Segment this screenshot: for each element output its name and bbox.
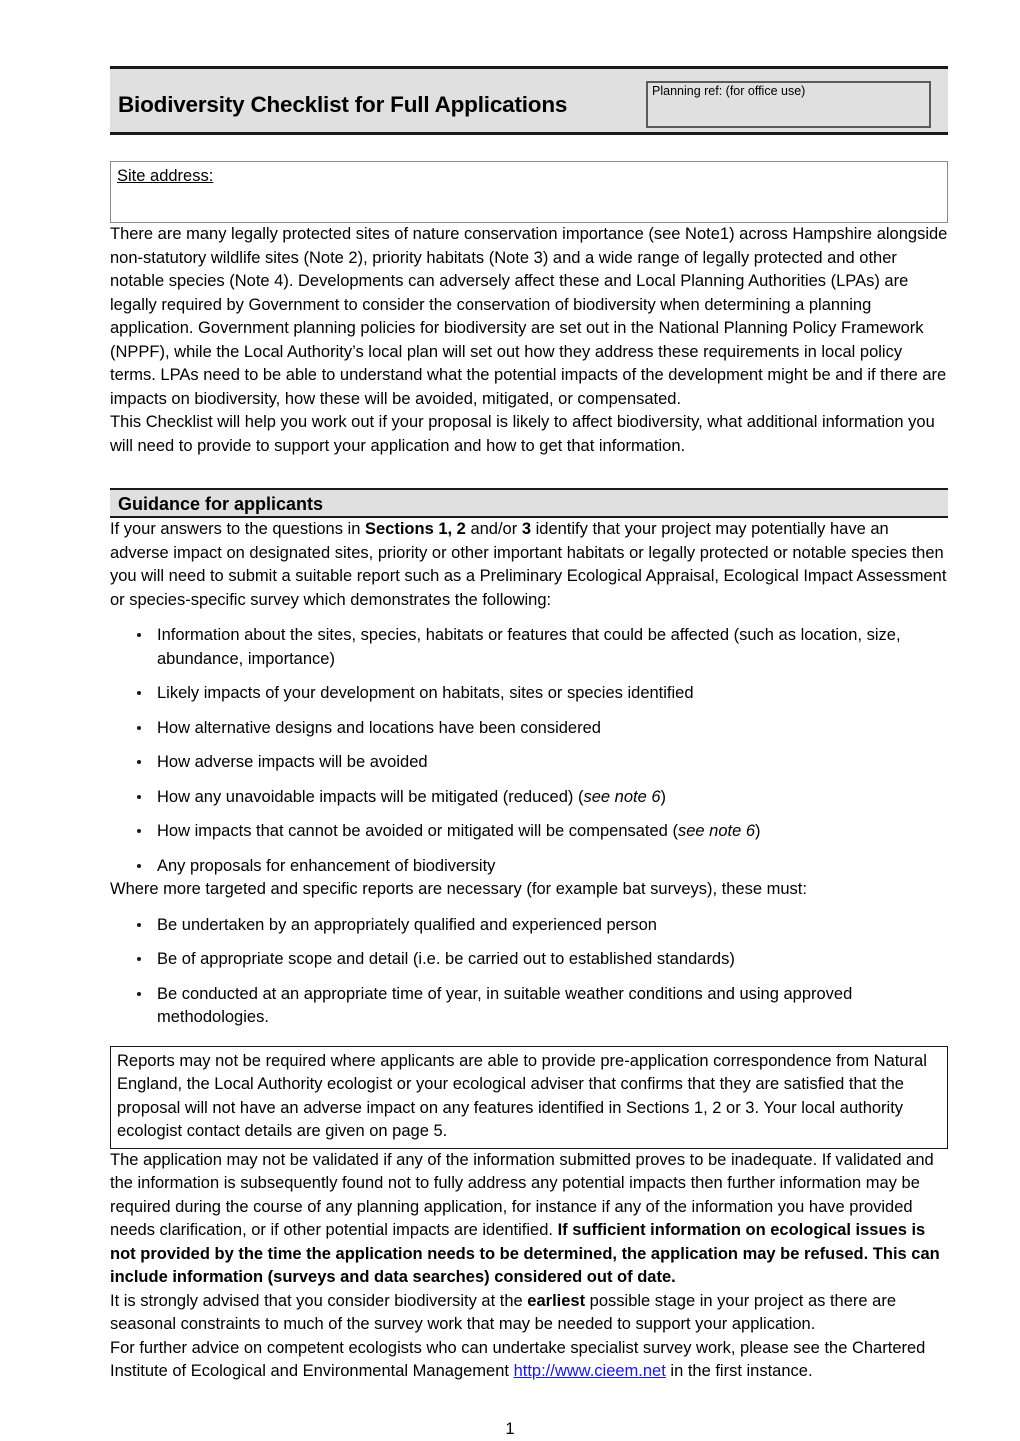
reports-exemption-text: Reports may not be required where applicants are able to provide pre-application correspondence from Natural England, the Local Authority ecologist or your ecological adviser that confirms that they are satisfied that the proposal will not have an adverse impact on any features identified in Sections 1, 2 or 3. Your local authority ecologist contact details are given on page 5. xyxy=(117,1051,927,1140)
guidance-intro-bold-2: 3 xyxy=(521,520,532,538)
guidance-section-band xyxy=(110,488,948,518)
site-address-field[interactable] xyxy=(110,161,948,223)
cieem-link[interactable]: http://www.cieem.net xyxy=(513,1362,666,1380)
list-item xyxy=(110,717,948,741)
guidance-requirements-list xyxy=(110,624,948,878)
bullet-icon xyxy=(137,864,141,868)
bullet-icon xyxy=(137,691,141,695)
bullet-icon xyxy=(137,633,141,637)
list-item-text: Any proposals for enhancement of biodiversity xyxy=(157,856,496,875)
list-item-text: Be undertaken by an appropriately qualified and experienced person xyxy=(157,915,657,934)
list-item-text: Information about the sites, species, habitats or features that could be affected (such as location, size, abundance, importance) xyxy=(157,626,901,668)
page-number: 1 xyxy=(505,1420,515,1438)
targeted-reports-intro: Where more targeted and specific reports are necessary (for example bat surveys), these must: xyxy=(110,880,807,898)
bullet-icon xyxy=(137,726,141,730)
list-item-text: How adverse impacts will be avoided xyxy=(157,753,428,771)
list-item-text: How impacts that cannot be avoided or mitigated will be compensated ( xyxy=(157,822,678,840)
further-advice-paragraph xyxy=(110,1337,948,1384)
bullet-icon xyxy=(137,760,141,764)
guidance-heading: Guidance for applicants xyxy=(118,494,324,514)
list-item-tail: ) xyxy=(755,822,761,840)
list-item-text: Likely impacts of your development on habitats, sites or species identified xyxy=(157,684,694,702)
earliest-suffix: possible stage in your project as there are seasonal constraints to much of the survey work that may be needed to support your application. xyxy=(110,1291,897,1333)
earliest-prefix: It is strongly advised that you consider biodiversity at the xyxy=(110,1291,528,1310)
validation-paragraph xyxy=(110,1149,948,1290)
guidance-intro-mid: and/or xyxy=(465,520,522,538)
advice-suffix: in the first instance. xyxy=(665,1362,813,1380)
guidance-intro-suffix: identify that your project may potentially have an adverse impact on designated sites, priority or other important habitats or legally protected or notable species then you will need to submit a suitable report such as a Preliminary Ecological Appraisal, Ecological Impact Assessment or species-specific survey which demonstrates the following: xyxy=(110,520,947,609)
bullet-icon xyxy=(137,992,141,996)
earliest-stage-paragraph xyxy=(110,1290,948,1337)
list-item xyxy=(110,914,948,938)
page-title: Biodiversity Checklist for Full Applications xyxy=(118,92,568,117)
list-item-tail: ) xyxy=(660,787,667,806)
site-address-label: Site address: xyxy=(117,167,214,185)
validation-regular-text: The application may not be validated if any of the information submitted proves to be inadequate. If validated and the information is subsequently found not to fully address any potential impacts then further information may be required during the course of any planning application, for instance if any of the information you have provided needs clarification, or if other potential impacts are identified. xyxy=(110,1150,934,1239)
validation-bold-text: If sufficient information on ecological issues is not provided by the time the application needs to be determined, the application may be refused. This can include information (surveys and data searches) considered out of date. xyxy=(110,1221,940,1286)
bullet-icon xyxy=(137,795,141,799)
advice-prefix: For further advice on competent ecologists who can undertake specialist survey work, please see the Chartered Institute of Ecological and Environmental Management xyxy=(110,1338,926,1380)
list-item xyxy=(110,682,948,706)
reports-exemption-callout xyxy=(110,1046,948,1149)
bullet-icon xyxy=(137,957,141,961)
bullet-icon xyxy=(137,923,141,927)
list-item xyxy=(110,624,948,671)
page-content xyxy=(110,0,948,1384)
list-item-note: see note 6 xyxy=(583,787,661,806)
guidance-intro-bold-1: Sections 1, 2 xyxy=(364,520,466,538)
list-item xyxy=(110,786,948,810)
list-item xyxy=(110,751,948,775)
list-item-text: Be conducted at an appropriate time of year, in suitable weather conditions and using approved methodologies. xyxy=(157,984,853,1026)
intro-paragraph-2: This Checklist will help you work out if your proposal is likely to affect biodiversity, what additional information you will need to provide to support your application and how to get that information. xyxy=(110,413,935,455)
list-item-text: Be of appropriate scope and detail (i.e. be carried out to established standards) xyxy=(157,950,735,968)
list-item-note: see note 6 xyxy=(677,822,756,840)
list-item xyxy=(110,820,948,844)
list-item-text: How any unavoidable impacts will be mitigated (reduced) ( xyxy=(157,787,584,806)
list-item-text: How alternative designs and locations have been considered xyxy=(157,718,601,737)
list-item xyxy=(110,948,948,972)
list-item xyxy=(110,855,948,879)
list-item xyxy=(110,983,948,1030)
intro-paragraph-1: There are many legally protected sites of nature conservation importance (see Note1) across Hampshire alongside non-statutory wildlife sites (Note 2), priority habitats (Note 3) and a wide range of legally protected and other notable species (Note 4). Developments can adversely affect these and Local Planning Authorities (LPAs) are legally required by Government to consider the conservation of biodiversity when determining a planning application. Government planning policies for biodiversity are set out in the National Planning Policy Framework (NPPF), while the Local Authority’s local plan will set out how they address these requirements in local policy terms. LPAs need to be able to understand what the potential impacts of the development might be and if there are impacts on biodiversity, how these will be avoided, mitigated, or compensated. xyxy=(110,225,948,408)
targeted-requirements-list xyxy=(110,914,948,1030)
earliest-bold: earliest xyxy=(527,1291,586,1310)
document-header-band xyxy=(110,66,948,135)
bullet-icon xyxy=(137,829,141,833)
planning-ref-field[interactable] xyxy=(646,81,931,128)
planning-ref-label: Planning ref: (for office use) xyxy=(652,84,806,98)
guidance-intro-prefix: If your answers to the questions in xyxy=(110,520,365,538)
guidance-intro-paragraph xyxy=(110,518,948,612)
